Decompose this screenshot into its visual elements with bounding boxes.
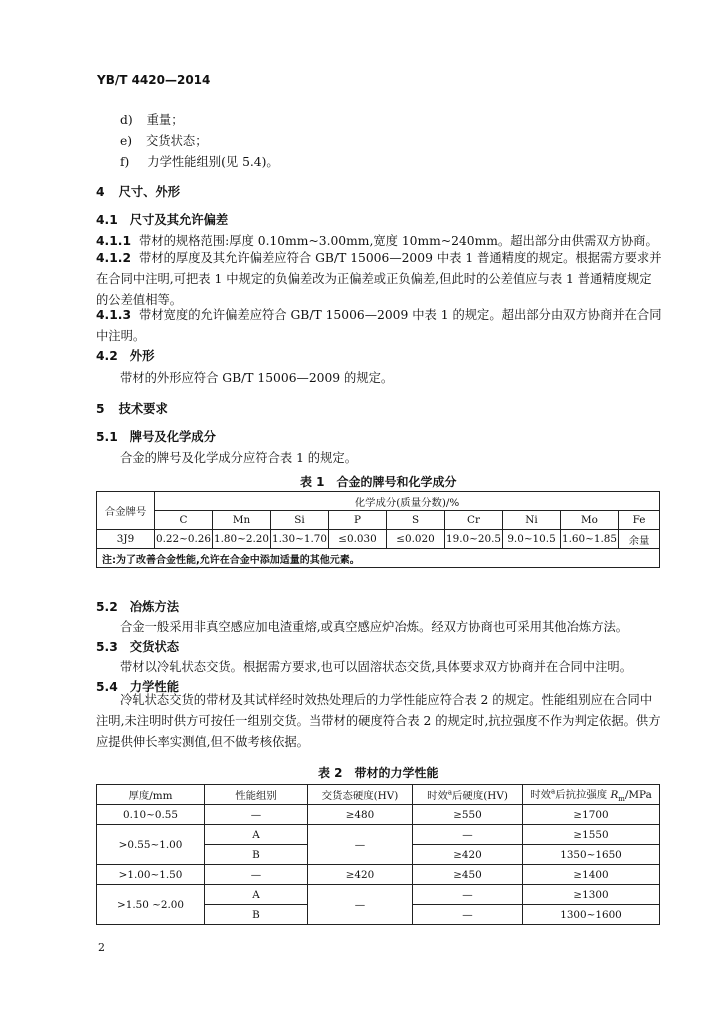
group-cell: B (205, 905, 308, 925)
group-cell: — (205, 865, 308, 885)
aged-hardness-cell: ≥420 (413, 845, 523, 865)
thickness-cell: >1.00~1.50 (97, 865, 205, 885)
col-header-delivery-hardness: 交货态硬度(HV) (308, 785, 413, 805)
strength-cell: ≥1550 (523, 825, 660, 845)
thickness-cell: 0.10~0.55 (97, 805, 205, 825)
clause-4-1-3: 4.1.3 带材宽度的允许偏差应符合 GB/T 15006—2009 中表 1 的规定。超出部分由双方协商并在合同中注明。 (96, 308, 662, 343)
element-header: Mn (213, 511, 271, 530)
element-header: P (329, 511, 387, 530)
delivery-hardness-cell: ≥420 (308, 865, 413, 885)
thickness-cell: >1.50 ~2.00 (97, 885, 205, 925)
table-2 (96, 784, 660, 925)
page-number: 2 (98, 941, 105, 954)
group-cell: A (205, 825, 308, 845)
value-cell: 0.22~0.26 (155, 530, 213, 549)
group-cell: B (205, 845, 308, 865)
element-header: Si (271, 511, 329, 530)
table-1-note: 注:为了改善合金性能,允许在合金中添加适量的其他元素。 (97, 549, 660, 568)
list-text: 力学性能组别(见 5.4)。 (147, 155, 279, 169)
list-marker: d) (120, 113, 133, 127)
col-header-group: 性能组别 (205, 785, 308, 805)
table-2-caption: 表 2 带材的力学性能 (318, 766, 439, 780)
value-cell: ≤0.020 (387, 530, 445, 549)
element-header: S (387, 511, 445, 530)
section-5-2-heading: 5.2 冶炼方法 (96, 600, 179, 614)
section-5-1-heading: 5.1 牌号及化学成分 (96, 430, 216, 444)
table-header-row (97, 785, 660, 805)
section-5-3-text: 带材以冷轧状态交货。根据需方要求,也可以固溶状态交货,具体要求双方协商并在合同中注明。 (120, 660, 632, 674)
element-header: Mo (561, 511, 619, 530)
section-4-2-heading: 4.2 外形 (96, 349, 155, 363)
delivery-hardness-cell: ≥480 (308, 805, 413, 825)
document-number: YB/T 4420—2014 (97, 73, 211, 87)
delivery-hardness-cell: — (308, 825, 413, 865)
section-5-4-text: 冷轧状态交货的带材及其试样经时效热处理后的力学性能应符合表 2 的规定。性能组别应在合同中注明,未注明时供方可按任一组别交货。当带材的硬度符合表 2 的规定时,抗拉强度不作为判定依据。供方应提供伸长率实测值,但不做考核依据。 (96, 693, 661, 749)
strength-cell: ≥1700 (523, 805, 660, 825)
table-row (97, 825, 660, 845)
aged-hardness-cell: — (413, 905, 523, 925)
section-5-heading: 5 技术要求 (96, 402, 168, 416)
section-5-2-text: 合金一般采用非真空感应加电渣重熔,或真空感应炉冶炼。经双方协商也可采用其他冶炼方法。 (120, 620, 629, 634)
group-cell: A (205, 885, 308, 905)
table-row (97, 530, 660, 549)
table-row (97, 805, 660, 825)
strength-cell: 1350~1650 (523, 845, 660, 865)
clause-4-1-2: 4.1.2 带材的厚度及其允许偏差应符合 GB/T 15006—2009 中表 1 普通精度的规定。根据需方要求并在合同中注明,可把表 1 中规定的负偏差改为正偏差或正负偏差,但此时的公差值应与表 1 普通精度规定的公差值相等。 (96, 251, 662, 307)
strength-cell: ≥1400 (523, 865, 660, 885)
list-marker: f) (120, 155, 130, 169)
list-item-d (120, 110, 184, 128)
strength-cell: ≥1300 (523, 885, 660, 905)
aged-hardness-cell: — (413, 885, 523, 905)
value-cell: 1.60~1.85 (561, 530, 619, 549)
value-cell: ≤0.030 (329, 530, 387, 549)
value-cell: 1.30~1.70 (271, 530, 329, 549)
section-5-3-heading: 5.3 交货状态 (96, 640, 179, 654)
element-header: Fe (619, 511, 660, 530)
table-1-caption: 表 1 合金的牌号和化学成分 (300, 475, 457, 489)
grade-cell: 3J9 (97, 530, 155, 549)
list-text: 重量； (146, 113, 184, 127)
section-4-2-text: 带材的外形应符合 GB/T 15006—2009 的规定。 (120, 371, 394, 385)
col-header-aged-hardness: 时效$^a$后硬度(HV) (413, 785, 523, 805)
aged-hardness-cell: ≥550 (413, 805, 523, 825)
section-4-1-heading: 4.1 尺寸及其允许偏差 (96, 213, 229, 227)
aged-hardness-cell: ≥450 (413, 865, 523, 885)
table-row (97, 865, 660, 885)
strength-cell: 1300~1600 (523, 905, 660, 925)
element-header: C (155, 511, 213, 530)
value-cell: 9.0~10.5 (503, 530, 561, 549)
table-1 (96, 491, 660, 568)
table-row (97, 885, 660, 905)
list-text: 交货状态； (146, 134, 208, 148)
list-item-e (120, 131, 208, 149)
section-4-heading: 4 尺寸、外形 (96, 185, 181, 199)
thickness-cell: >0.55~1.00 (97, 825, 205, 865)
value-cell: 余量 (619, 530, 660, 549)
delivery-hardness-cell: — (308, 885, 413, 925)
list-marker: e) (120, 134, 133, 148)
value-cell: 1.80~2.20 (213, 530, 271, 549)
group-cell: — (205, 805, 308, 825)
group-header-composition: 化学成分(质量分数)/% (155, 492, 660, 511)
value-cell: 19.0~20.5 (445, 530, 503, 549)
list-item-f (120, 152, 279, 170)
clause-4-1-1: 4.1.1 带材的规格范围:厚度 0.10mm~3.00mm,宽度 10mm~240mm。超出部分由供需双方协商。 (96, 234, 658, 248)
element-header: Ni (503, 511, 561, 530)
col-header-grade: 合金牌号 (97, 492, 155, 530)
col-header-tensile-strength: 时效$^a$后抗拉强度 $R_m$/MPa (523, 785, 660, 805)
element-header: Cr (445, 511, 503, 530)
aged-hardness-cell: — (413, 825, 523, 845)
section-5-1-text: 合金的牌号及化学成分应符合表 1 的规定。 (120, 451, 357, 465)
section-5-4-heading: 5.4 力学性能 (96, 680, 179, 694)
col-header-thickness: 厚度/mm (97, 785, 205, 805)
